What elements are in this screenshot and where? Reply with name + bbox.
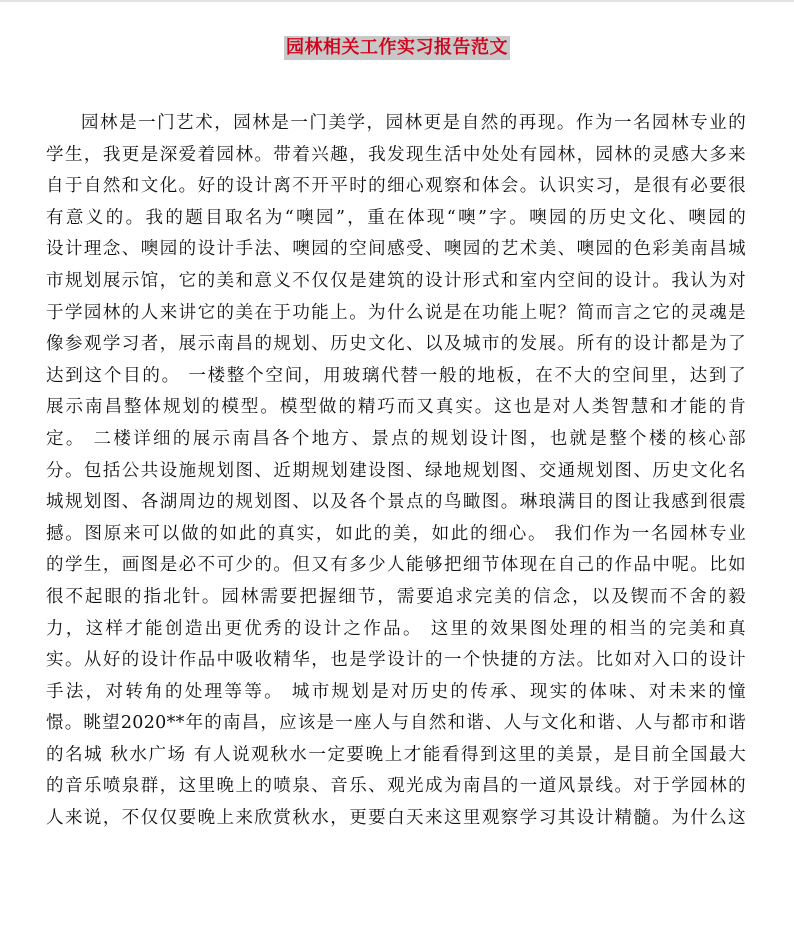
document-title: 园林相关工作实习报告范文 [286,37,508,58]
text-line-10: 展示南昌整体规划的模型。模型做的精巧而又真实。这也是对人类智慧和才能的肯 [46,397,746,418]
text-line-8: 像参观学习者，展示南昌的规划、历史文化、以及城市的发展。所有的设计都是为了 [46,334,746,355]
title-container [0,36,794,60]
page-top-divider [0,0,794,2]
text-line-1: 园林是一门艺术，园林是一门美学，园林更是自然的再现。作为一名园林专业的 [81,113,746,133]
text-line-3: 自于自然和文化。好的设计离不开平时的细心观察和体会。认识实习，是很有必要很 [46,176,746,197]
body-paragraph [46,108,746,835]
text-line-17: 力，这样才能创造出更优秀的设计之作品。 这里的效果图处理的相当的完美和真 [46,618,746,639]
text-line-11: 定。 二楼详细的展示南昌各个地方、景点的规划设计图，也就是整个楼的核心部 [46,428,746,449]
text-line-7: 于学园林的人来讲它的美在于功能上。为什么说是在功能上呢？简而言之它的灵魂是 [46,302,746,323]
text-line-6: 市规划展示馆，它的美和意义不仅仅是建筑的设计形式和室内空间的设计。我认为对 [46,270,746,291]
text-line-21: 的名城 秋水广场 有人说观秋水一定要晚上才能看得到这里的美景，是目前全国最大 [46,744,746,765]
text-line-5: 设计理念、噢园的设计手法、噢园的空间感受、噢园的艺术美、噢园的色彩美南昌城 [46,239,746,260]
text-line-12: 分。包括公共设施规划图、近期规划建设图、绿地规划图、交通规划图、历史文化名 [46,460,746,481]
text-line-13: 城规划图、各湖周边的规划图、以及各个景点的鸟瞰图。琳琅满目的图让我感到很震 [46,492,746,513]
text-line-18: 实。从好的设计作品中吸收精华，也是学设计的一个快捷的方法。比如对入口的设计 [46,650,746,671]
text-line-14: 撼。图原来可以做的如此的真实，如此的美，如此的细心。 我们作为一名园林专业 [46,523,746,544]
text-line-23: 人来说，不仅仅要晚上来欣赏秋水，更要白天来这里观察学习其设计精髓。为什么这 [46,808,746,829]
text-line-16: 很不起眼的指北针。园林需要把握细节，需要追求完美的信念，以及锲而不舍的毅 [46,586,746,607]
text-line-19: 手法，对转角的处理等等。 城市规划是对历史的传承、现实的体味、对未来的憧 [46,681,746,702]
text-line-15: 的学生，画图是必不可少的。但又有多少人能够把细节体现在自己的作品中呢。比如 [46,555,746,576]
text-line-20: 憬。眺望2020**年的南昌，应该是一座人与自然和谐、人与文化和谐、人与都市和谐 [46,713,746,734]
text-line-4: 有意义的。我的题目取名为“噢园”，重在体现“噢”字。噢园的历史文化、噢园的 [46,207,746,228]
text-line-2: 学生，我更是深爱着园林。带着兴趣，我发现生活中处处有园林，园林的灵感大多来 [46,144,746,165]
text-line-9: 达到这个目的。 一楼整个空间，用玻璃代替一般的地板，在不大的空间里，达到了 [46,365,746,386]
text-line-22: 的音乐喷泉群，这里晚上的喷泉、音乐、观光成为南昌的一道风景线。对于学园林的 [46,776,746,797]
